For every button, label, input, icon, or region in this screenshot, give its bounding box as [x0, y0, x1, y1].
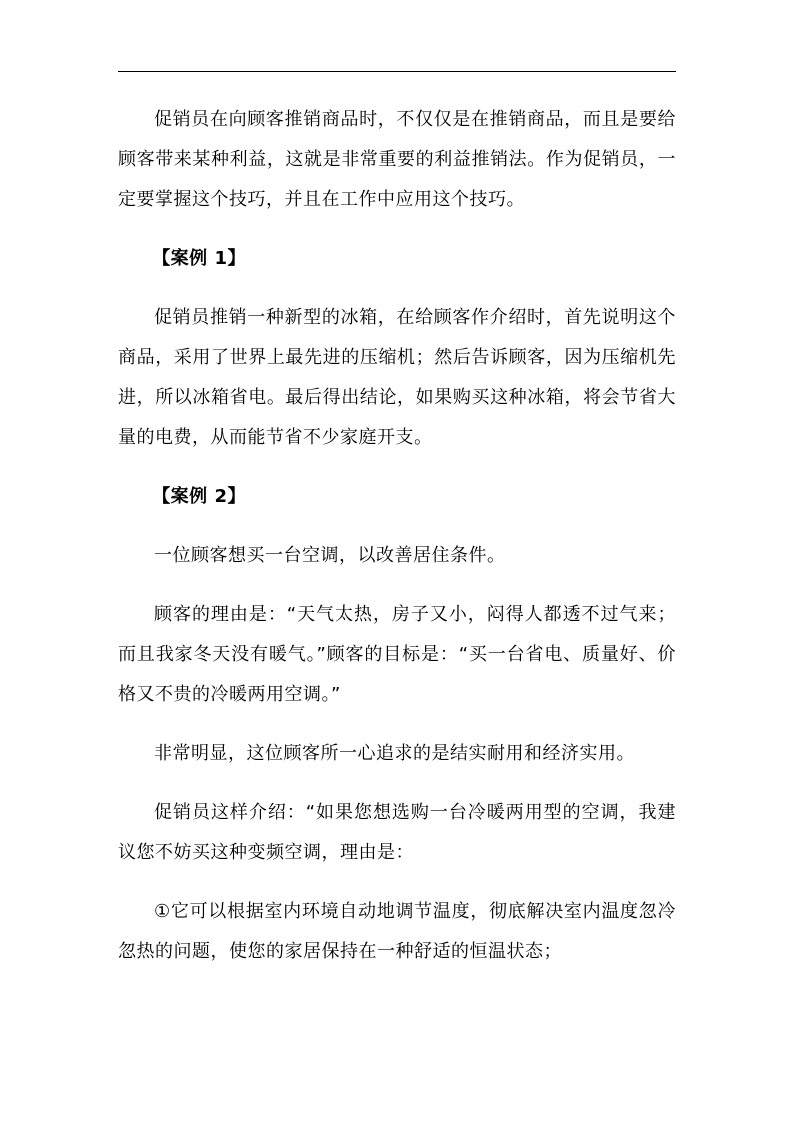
case-2-heading: 【案例 2】	[152, 486, 246, 507]
case-2-intro-paragraph: 一位顾客想买一台空调，以改善居住条件。	[154, 545, 506, 566]
header-rule	[118, 71, 676, 72]
case-1-heading: 【案例 1】	[152, 248, 246, 269]
intro-paragraph: 促销员在向顾客推销商品时，不仅仅是在推销商品，而且是要给顾客带来某种利益，这就是非常重要的利益推销法。作为促销员，一定要掌握这个技巧，并且在工作中应用这个技巧。	[118, 109, 676, 210]
customer-goal-paragraph: 非常明显，这位顾客所一心追求的是结实耐用和经济实用。	[154, 743, 635, 764]
reason-1-paragraph: ①它可以根据室内环境自动地调节温度，彻底解决室内温度忽冷忽热的问题，使您的家居保持在一种舒适的恒温状态；	[118, 901, 676, 962]
customer-reason-paragraph: 顾客的理由是：“天气太热，房子又小，闷得人都透不过气来；而且我家冬天没有暖气。”顾客的目标是：“买一台省电、质量好、价格又不贵的冷暖两用空调。”	[118, 604, 676, 705]
document-body	[118, 100, 676, 972]
case-1-paragraph: 促销员推销一种新型的冰箱，在给顾客作介绍时，首先说明这个商品，采用了世界上最先进的压缩机；然后告诉顾客，因为压缩机先进，所以冰箱省电。最后得出结论，如果购买这种冰箱，将会节省大量的电费，从而能节省不少家庭开支。	[118, 307, 676, 448]
salesperson-intro-paragraph: 促销员这样介绍：“如果您想选购一台冷暖两用型的空调，我建议您不妨买这种变频空调，理由是：	[118, 802, 676, 863]
